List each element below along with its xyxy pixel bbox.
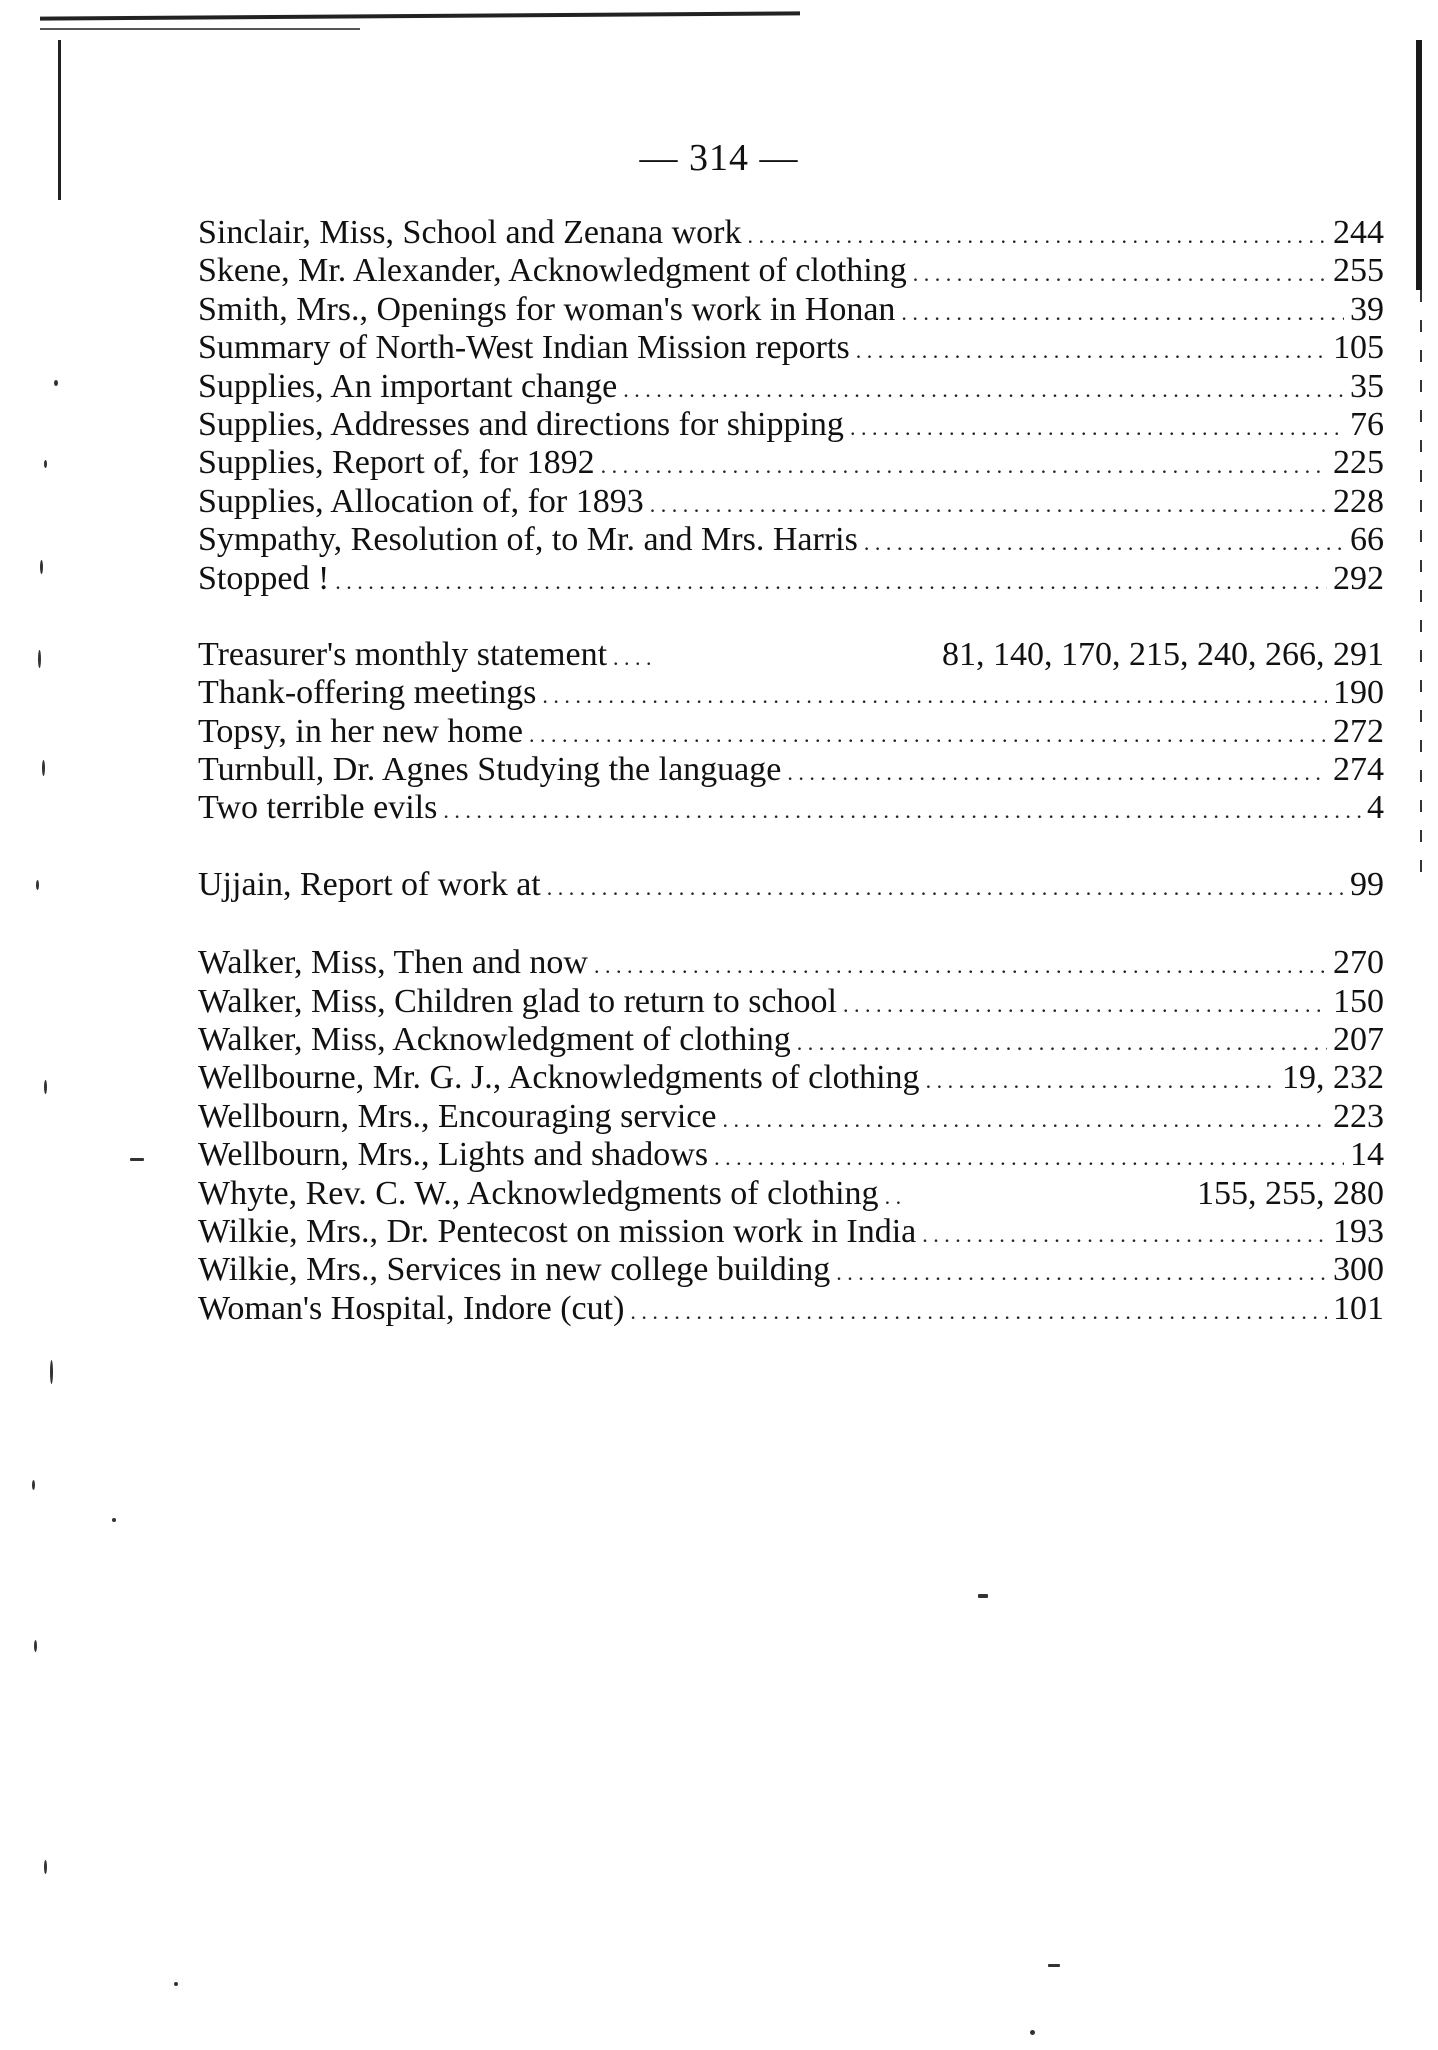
entry-page: 190 [1333,674,1384,712]
scan-speck [44,460,47,468]
dot-leader [443,789,1361,830]
entry-page: 223 [1333,1097,1384,1135]
entry-page: 76 [1350,405,1384,443]
dot-leader [856,329,1327,370]
group-spacer [198,904,1384,944]
entry-text: Turnbull, Dr. Agnes Studying the language [198,751,782,789]
entry-text: Supplies, Allocation of, for 1893 [198,482,644,520]
index-entry [198,789,1384,827]
index-entry [198,944,1384,982]
entry-text: Thank-offering meetings [198,674,537,712]
entry-text: Stopped ! [198,559,330,597]
scan-speck [174,1982,178,1986]
entry-text: Wellbourne, Mr. G. J., Acknowledgments of clothing [198,1059,920,1097]
index-entry [198,329,1384,367]
entry-page: 101 [1333,1289,1384,1327]
entry-text: Woman's Hospital, Indore (cut) [198,1289,625,1327]
index-entry [198,751,1384,789]
dot-leader [613,636,653,677]
entry-page: 99 [1350,865,1384,903]
group-spacer [198,828,1384,866]
dot-leader [722,1098,1327,1139]
scan-speck [112,1518,116,1522]
entry-page: 193 [1333,1212,1384,1250]
scan-speck [1030,2030,1035,2035]
dot-leader [335,560,1327,601]
entry-page: 300 [1333,1251,1384,1289]
index-entry [198,444,1384,482]
entry-text: Supplies, Report of, for 1892 [198,444,595,482]
dot-leader [594,944,1327,985]
entry-text: Treasurer's monthly statement [198,635,608,673]
entry-page: 105 [1333,329,1384,367]
entry-page: 14 [1350,1136,1384,1174]
index-group-t [198,636,1384,828]
index-entry [198,1175,1384,1213]
entry-page: 228 [1333,482,1384,520]
entry-text: Topsy, in her new home [198,712,523,750]
scan-speck [36,880,39,890]
dot-leader [630,1290,1327,1331]
entry-text: Supplies, Addresses and directions for shipping [198,405,844,443]
entry-text: Supplies, An important change [198,367,618,405]
entry-text: Summary of North-West Indian Mission reports [198,329,850,367]
scan-speck [40,560,43,574]
entry-text: Two terrible evils [198,789,438,827]
index-entry [198,483,1384,521]
index-entry [198,560,1384,598]
index-list [198,214,1384,1328]
entry-page: 66 [1350,521,1384,559]
dot-leader [542,674,1327,715]
entry-text: Walker, Miss, Acknowledgment of clothing [198,1021,791,1059]
dot-leader [714,1136,1344,1177]
dot-leader [864,521,1344,562]
entry-text: Sinclair, Miss, School and Zenana work [198,214,742,251]
index-entry [198,214,1384,252]
entry-page: 244 [1333,214,1384,251]
index-entry [198,1213,1384,1251]
index-entry [198,1136,1384,1174]
scan-speck [42,760,45,776]
dot-leader [601,444,1327,485]
scan-speck [130,1158,144,1161]
dot-leader [529,713,1327,754]
entry-page: 270 [1333,944,1384,982]
entry-text: Wellbourn, Mrs., Lights and shadows [198,1136,709,1174]
entry-page: 19, 232 [1282,1059,1384,1097]
right-page-edge-dashes [1420,290,1422,890]
index-entry [198,866,1384,904]
index-entry [198,713,1384,751]
scan-speck [44,1860,47,1874]
index-entry [198,368,1384,406]
entry-text: Walker, Miss, Children glad to return to school [198,982,837,1020]
scan-speck [32,1480,35,1490]
entry-page: 207 [1333,1021,1384,1059]
entry-text: Sympathy, Resolution of, to Mr. and Mrs. Harris [198,521,858,559]
scan-speck [44,1080,47,1094]
dot-leader [547,866,1344,907]
entry-page: 274 [1333,751,1384,789]
index-entry [198,1021,1384,1059]
entry-text: Ujjain, Report of work at [198,865,541,903]
entry-text: Whyte, Rev. C. W., Acknowledgments of clothing [198,1174,879,1212]
index-group-s [198,214,1384,598]
index-entry [198,291,1384,329]
dot-leader [885,1175,905,1216]
entry-page: 155, 255, 280 [1197,1174,1384,1212]
entry-page: 272 [1333,712,1384,750]
dot-leader [922,1213,1327,1254]
dot-leader [913,252,1327,293]
entry-text: Skene, Mr. Alexander, Acknowledgment of clothing [198,252,907,290]
index-entry [198,521,1384,559]
index-entry [198,1251,1384,1289]
scan-speck [50,1360,53,1384]
entry-page: 4 [1367,789,1384,827]
entry-page: 255 [1333,252,1384,290]
scan-speck [54,380,58,386]
dot-leader [901,291,1344,332]
entry-text: Wellbourn, Mrs., Encouraging service [198,1097,717,1135]
index-entry [198,636,1384,674]
dot-leader [926,1059,1276,1100]
dot-leader [623,368,1344,409]
entry-page: 150 [1333,982,1384,1020]
index-entry [198,406,1384,444]
index-entry [198,1059,1384,1097]
scan-speck [1048,1964,1060,1967]
page-number: — 314 — [639,137,799,179]
top-border-rule-thin [40,28,360,30]
scan-speck [978,1594,988,1598]
dot-leader [748,214,1328,255]
scan-speck [34,1640,37,1652]
entry-page: 225 [1333,444,1384,482]
scan-speck [38,650,41,668]
dot-leader [797,1021,1327,1062]
dot-leader [787,751,1327,792]
dot-leader [843,983,1327,1024]
entry-page: 35 [1350,367,1384,405]
index-entry [198,252,1384,290]
dot-leader [650,483,1327,524]
entry-page: 81, 140, 170, 215, 240, 266, 291 [942,635,1384,673]
top-border-rule [40,11,800,20]
index-entry [198,1290,1384,1328]
entry-text: Walker, Miss, Then and now [198,944,588,982]
entry-text: Smith, Mrs., Openings for woman's work in Honan [198,290,896,328]
entry-page: 292 [1333,559,1384,597]
index-entry [198,983,1384,1021]
index-entry [198,674,1384,712]
entry-page: 39 [1350,290,1384,328]
dot-leader [836,1251,1327,1292]
index-group-w [198,944,1384,1328]
entry-text: Wilkie, Mrs., Dr. Pentecost on mission work in India [198,1212,917,1250]
index-group-u [198,866,1384,904]
group-spacer [198,598,1384,636]
index-entry [198,1098,1384,1136]
dot-leader [850,406,1344,447]
entry-text: Wilkie, Mrs., Services in new college building [198,1251,831,1289]
